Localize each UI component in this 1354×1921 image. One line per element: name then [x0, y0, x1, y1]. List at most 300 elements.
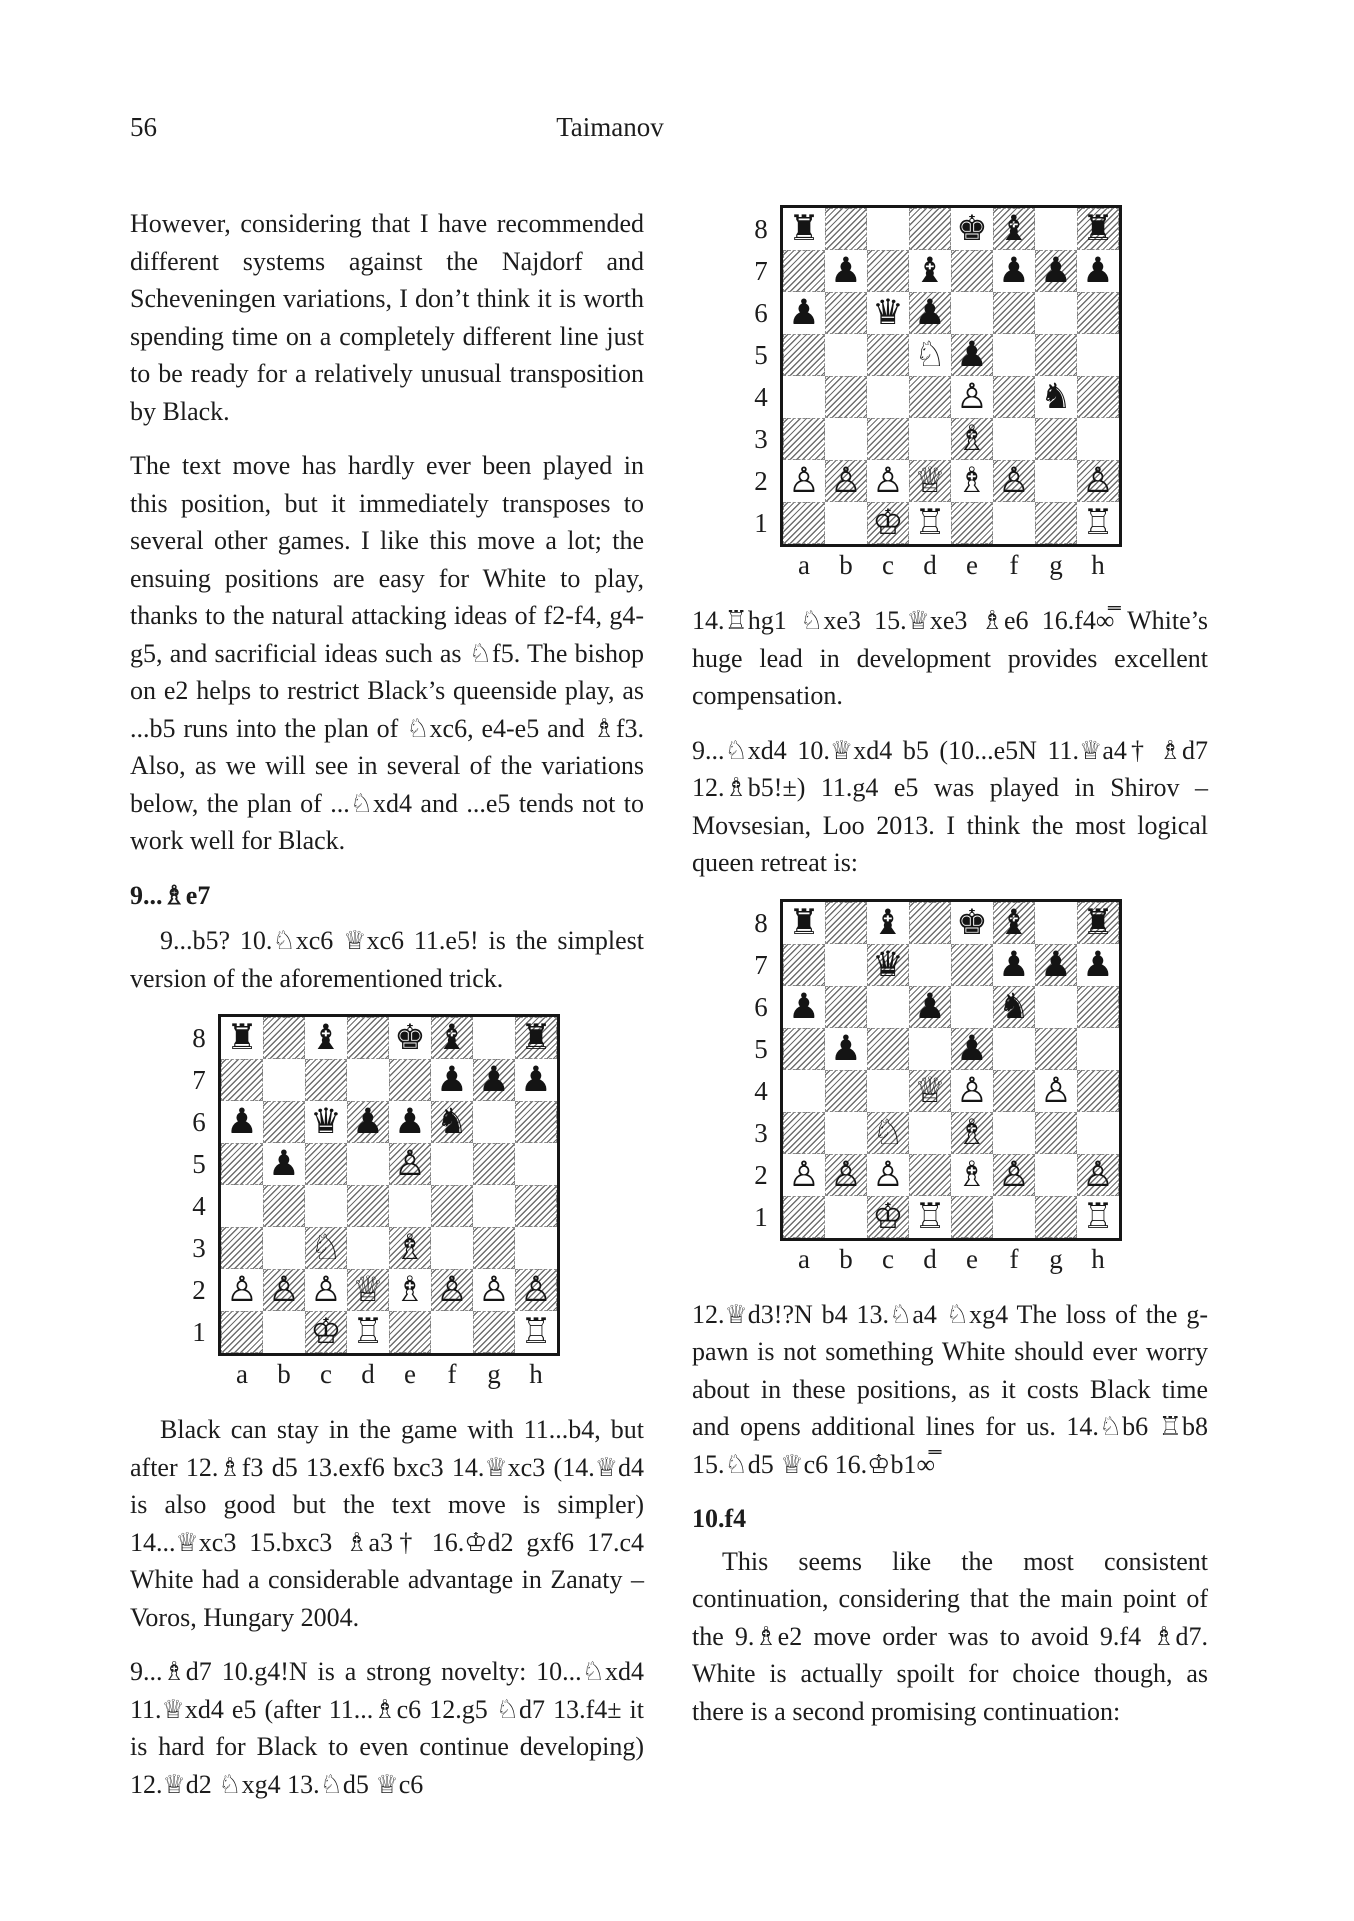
square-b6 — [825, 292, 867, 334]
square-d1 — [347, 1311, 389, 1353]
square-h6 — [1077, 986, 1119, 1028]
square-d8 — [909, 208, 951, 250]
square-d3 — [909, 1112, 951, 1154]
page-number: 56 — [130, 112, 157, 142]
square-g8 — [473, 1017, 515, 1059]
square-b2 — [825, 460, 867, 502]
square-f4 — [993, 376, 1035, 418]
rank-label-3: 3 — [754, 424, 768, 454]
square-e4 — [951, 1070, 993, 1112]
square-b6 — [825, 986, 867, 1028]
square-h8 — [1077, 902, 1119, 944]
rank-label-5: 5 — [754, 340, 768, 370]
black-rook-icon: ♜ — [226, 1018, 258, 1058]
file-label-g: g — [1049, 1243, 1063, 1274]
square-f4 — [993, 1070, 1035, 1112]
white-pawn-icon: ♙ — [394, 1144, 426, 1184]
square-c6 — [305, 1101, 347, 1143]
white-pawn-icon: ♙ — [956, 377, 988, 417]
square-g8 — [1035, 208, 1077, 250]
paragraph-text-move: The text move has hardly ever been played in this position, but it immediately transposes to several other games. I like this move a lot; the ensuing positions are easy for White to play, thanks to the natural attacking ideas of f2-f4, g4-g5, and sacrificial ideas such as ♘f5. The bishop on e2 helps to restrict Black’s queenside play, as ...b5 runs into the plan of ♘xc6, e4-e5 and ♗f3. Also, as we will see in several of the variations below, the plan of ...♘xd4 and ...e5 tends not to work well for Black. — [130, 451, 644, 855]
square-a2 — [783, 460, 825, 502]
running-head: Taimanov — [556, 112, 664, 142]
square-f7 — [431, 1059, 473, 1101]
square-a3 — [783, 1112, 825, 1154]
square-d7 — [347, 1059, 389, 1101]
square-a6 — [783, 292, 825, 334]
square-g1 — [473, 1311, 515, 1353]
black-knight-icon: ♞ — [1040, 377, 1072, 417]
square-f3 — [993, 1112, 1035, 1154]
square-a8 — [783, 902, 825, 944]
square-h2 — [515, 1269, 557, 1311]
white-rook-icon: ♖ — [1082, 1196, 1114, 1237]
square-b7 — [825, 250, 867, 292]
left-column — [130, 205, 644, 1820]
square-g7 — [1035, 944, 1077, 986]
file-label-a: a — [798, 1243, 810, 1274]
square-e2 — [389, 1269, 431, 1311]
black-bishop-icon: ♝ — [914, 251, 946, 291]
square-g5 — [1035, 334, 1077, 376]
file-label-f: f — [447, 1359, 457, 1389]
square-e5 — [389, 1143, 431, 1185]
square-e4 — [951, 376, 993, 418]
square-e3 — [951, 1112, 993, 1154]
square-h8 — [1077, 208, 1119, 250]
square-f1 — [993, 502, 1035, 544]
rank-label-4: 4 — [754, 1075, 768, 1106]
square-g3 — [473, 1227, 515, 1269]
square-c6 — [867, 292, 909, 334]
square-d4 — [909, 1070, 951, 1112]
black-pawn-icon: ♟ — [914, 986, 946, 1027]
rank-label-5: 5 — [754, 1033, 768, 1064]
file-label-a: a — [798, 550, 810, 580]
square-a3 — [783, 418, 825, 460]
square-c7 — [867, 250, 909, 292]
square-f3 — [431, 1227, 473, 1269]
rank-label-1: 1 — [754, 508, 768, 538]
square-b3 — [825, 418, 867, 460]
file-label-f: f — [1009, 550, 1019, 580]
square-b7 — [263, 1059, 305, 1101]
white-rook-icon: ♖ — [914, 503, 946, 543]
square-e8 — [389, 1017, 431, 1059]
square-h4 — [1077, 1070, 1119, 1112]
right-column — [692, 205, 1208, 1747]
white-king-icon: ♔ — [872, 1196, 904, 1237]
square-f3 — [993, 418, 1035, 460]
white-pawn-icon: ♙ — [788, 1154, 820, 1195]
square-e6 — [951, 986, 993, 1028]
black-pawn-icon: ♟ — [1082, 251, 1114, 291]
white-pawn-icon: ♙ — [998, 461, 1030, 501]
file-label-c: c — [882, 1243, 894, 1274]
file-label-h: h — [1091, 1243, 1105, 1274]
square-a3 — [221, 1227, 263, 1269]
black-king-icon: ♚ — [394, 1018, 426, 1058]
chess-board — [780, 205, 1122, 547]
white-pawn-icon: ♙ — [478, 1270, 510, 1310]
black-pawn-icon: ♟ — [914, 293, 946, 333]
square-b5 — [263, 1143, 305, 1185]
square-c4 — [867, 1070, 909, 1112]
square-b8 — [263, 1017, 305, 1059]
white-pawn-icon: ♙ — [872, 1154, 904, 1195]
rank-label-7: 7 — [192, 1065, 206, 1095]
square-a1 — [783, 502, 825, 544]
rank-label-3: 3 — [192, 1233, 206, 1263]
square-h2 — [1077, 1154, 1119, 1196]
black-pawn-icon: ♟ — [352, 1102, 384, 1142]
square-e5 — [951, 334, 993, 376]
square-a7 — [221, 1059, 263, 1101]
file-label-g: g — [487, 1359, 501, 1389]
square-h7 — [1077, 250, 1119, 292]
file-label-e: e — [966, 1243, 978, 1274]
square-c6 — [867, 986, 909, 1028]
white-queen-icon: ♕ — [914, 1070, 946, 1111]
square-h6 — [515, 1101, 557, 1143]
square-b8 — [825, 208, 867, 250]
square-c5 — [305, 1143, 347, 1185]
square-c2 — [867, 1154, 909, 1196]
square-a5 — [783, 334, 825, 376]
square-c3 — [305, 1227, 347, 1269]
black-pawn-icon: ♟ — [788, 293, 820, 333]
rank-label-1: 1 — [192, 1317, 206, 1347]
square-f1 — [431, 1311, 473, 1353]
square-g7 — [473, 1059, 515, 1101]
square-f1 — [993, 1196, 1035, 1238]
square-b1 — [825, 502, 867, 544]
square-g2 — [1035, 1154, 1077, 1196]
square-d5 — [347, 1143, 389, 1185]
rank-label-8: 8 — [754, 214, 768, 244]
black-pawn-icon: ♟ — [394, 1102, 426, 1142]
square-c3 — [867, 1112, 909, 1154]
black-pawn-icon: ♟ — [1040, 251, 1072, 291]
square-d3 — [909, 418, 951, 460]
square-f8 — [993, 902, 1035, 944]
file-labels — [221, 1359, 560, 1389]
file-label-d: d — [923, 550, 937, 580]
black-pawn-icon: ♟ — [956, 335, 988, 375]
square-d1 — [909, 502, 951, 544]
white-queen-icon: ♕ — [352, 1270, 384, 1310]
square-a1 — [221, 1311, 263, 1353]
square-g6 — [473, 1101, 515, 1143]
square-h5 — [1077, 334, 1119, 376]
square-d5 — [909, 1028, 951, 1070]
black-pawn-icon: ♟ — [998, 944, 1030, 985]
black-pawn-icon: ♟ — [1082, 944, 1114, 985]
rank-labels — [746, 899, 780, 1241]
square-d6 — [909, 986, 951, 1028]
white-pawn-icon: ♙ — [1082, 461, 1114, 501]
square-c8 — [867, 902, 909, 944]
white-pawn-icon: ♙ — [788, 461, 820, 501]
square-b5 — [825, 1028, 867, 1070]
square-h1 — [515, 1311, 557, 1353]
square-g1 — [1035, 502, 1077, 544]
square-a5 — [783, 1028, 825, 1070]
white-pawn-icon: ♙ — [310, 1270, 342, 1310]
square-h7 — [515, 1059, 557, 1101]
file-label-b: b — [277, 1359, 291, 1389]
black-bishop-icon: ♝ — [872, 902, 904, 943]
square-d2 — [909, 460, 951, 502]
black-pawn-icon: ♟ — [478, 1060, 510, 1100]
file-label-d: d — [923, 1243, 937, 1274]
rank-label-7: 7 — [754, 256, 768, 286]
square-b2 — [263, 1269, 305, 1311]
black-knight-icon: ♞ — [436, 1102, 468, 1142]
square-e1 — [951, 502, 993, 544]
file-label-h: h — [1091, 550, 1105, 580]
square-a7 — [783, 250, 825, 292]
square-h3 — [1077, 418, 1119, 460]
square-f4 — [431, 1185, 473, 1227]
file-label-b: b — [839, 550, 853, 580]
square-f2 — [993, 460, 1035, 502]
file-label-c: c — [882, 550, 894, 580]
black-pawn-icon: ♟ — [830, 251, 862, 291]
file-label-a: a — [236, 1359, 248, 1389]
black-queen-icon: ♛ — [310, 1102, 342, 1142]
white-pawn-icon: ♙ — [1040, 1070, 1072, 1111]
square-a1 — [783, 1196, 825, 1238]
black-queen-icon: ♛ — [872, 293, 904, 333]
square-g4 — [1035, 1070, 1077, 1112]
paragraph-12qd3: 12.♕d3!?N b4 13.♘a4 ♘xg4 The loss of the g-pawn is not something White should ever worry about in these positions, as it costs Black time and opens additional lines for us. 14.♘b6 ♖b8 15.♘d5 ♕c6 16.♔b1∞̿ — [692, 1299, 1208, 1479]
square-c1 — [305, 1311, 347, 1353]
white-knight-icon: ♘ — [914, 335, 946, 375]
paragraph-9nxd4: 9...♘xd4 10.♕xd4 b5 (10...e5N 11.♕a4† ♗d7 12.♗b5!±) 11.g4 e5 was played in Shirov – Movsesian, Loo 2013. I think the most logical queen retreat is: — [692, 735, 1208, 877]
black-rook-icon: ♜ — [788, 902, 820, 943]
square-a4 — [783, 1070, 825, 1112]
paragraph-9bd7: 9...♗d7 10.g4!N is a strong novelty: 10...♘xd4 11.♕xd4 e5 (after 11...♗c6 12.g5 ♘d7 13.f4± it is hard for Black to even continue developing) 12.♕d2 ♘xg4 13.♘d5 ♕c6 — [130, 1657, 644, 1799]
square-f2 — [431, 1269, 473, 1311]
white-pawn-icon: ♙ — [1082, 1154, 1114, 1195]
rank-label-2: 2 — [192, 1275, 206, 1305]
square-b4 — [825, 1070, 867, 1112]
square-a2 — [221, 1269, 263, 1311]
square-c5 — [867, 1028, 909, 1070]
square-d5 — [909, 334, 951, 376]
square-f6 — [993, 986, 1035, 1028]
square-c4 — [867, 376, 909, 418]
black-pawn-icon: ♟ — [520, 1060, 552, 1100]
black-pawn-icon: ♟ — [268, 1144, 300, 1184]
square-e2 — [951, 1154, 993, 1196]
white-rook-icon: ♖ — [914, 1196, 946, 1237]
file-label-e: e — [966, 550, 978, 580]
black-bishop-icon: ♝ — [436, 1018, 468, 1058]
square-d3 — [347, 1227, 389, 1269]
square-h8 — [515, 1017, 557, 1059]
white-pawn-icon: ♙ — [956, 1070, 988, 1111]
square-c7 — [305, 1059, 347, 1101]
rank-label-7: 7 — [754, 949, 768, 980]
white-bishop-icon: ♗ — [956, 419, 988, 459]
square-h5 — [1077, 1028, 1119, 1070]
file-label-g: g — [1049, 550, 1063, 580]
square-g1 — [1035, 1196, 1077, 1238]
black-rook-icon: ♜ — [788, 209, 820, 249]
square-e5 — [951, 1028, 993, 1070]
move-heading-9be7: 9...♗e7 — [130, 880, 211, 910]
square-h1 — [1077, 1196, 1119, 1238]
square-b4 — [263, 1185, 305, 1227]
move-heading-10f4: 10.f4 — [692, 1504, 747, 1533]
file-label-c: c — [320, 1359, 332, 1389]
square-b7 — [825, 944, 867, 986]
black-rook-icon: ♜ — [520, 1018, 552, 1058]
square-a4 — [221, 1185, 263, 1227]
white-king-icon: ♔ — [310, 1312, 342, 1352]
white-rook-icon: ♖ — [352, 1312, 384, 1352]
square-b6 — [263, 1101, 305, 1143]
black-bishop-icon: ♝ — [998, 209, 1030, 249]
square-e6 — [389, 1101, 431, 1143]
square-d7 — [909, 944, 951, 986]
square-c7 — [867, 944, 909, 986]
square-f5 — [431, 1143, 473, 1185]
square-c5 — [867, 334, 909, 376]
square-b3 — [263, 1227, 305, 1269]
black-pawn-icon: ♟ — [788, 986, 820, 1027]
square-h1 — [1077, 502, 1119, 544]
square-d8 — [909, 902, 951, 944]
square-b4 — [825, 376, 867, 418]
square-d6 — [909, 292, 951, 334]
white-bishop-icon: ♗ — [394, 1270, 426, 1310]
black-king-icon: ♚ — [956, 902, 988, 943]
file-label-e: e — [404, 1359, 416, 1389]
black-pawn-icon: ♟ — [436, 1060, 468, 1100]
square-b3 — [825, 1112, 867, 1154]
white-knight-icon: ♘ — [872, 1112, 904, 1153]
black-bishop-icon: ♝ — [310, 1018, 342, 1058]
square-e3 — [389, 1227, 431, 1269]
rank-labels — [184, 1014, 218, 1356]
square-a5 — [221, 1143, 263, 1185]
square-f5 — [993, 1028, 1035, 1070]
square-a4 — [783, 376, 825, 418]
square-e7 — [951, 250, 993, 292]
white-bishop-icon: ♗ — [956, 461, 988, 501]
square-f8 — [431, 1017, 473, 1059]
square-b1 — [263, 1311, 305, 1353]
file-labels — [783, 1244, 1122, 1274]
white-pawn-icon: ♙ — [268, 1270, 300, 1310]
square-g6 — [1035, 292, 1077, 334]
square-c2 — [305, 1269, 347, 1311]
square-h4 — [1077, 376, 1119, 418]
square-g3 — [1035, 1112, 1077, 1154]
rank-label-2: 2 — [754, 466, 768, 496]
rank-label-6: 6 — [754, 298, 768, 328]
white-pawn-icon: ♙ — [872, 461, 904, 501]
square-c8 — [305, 1017, 347, 1059]
black-pawn-icon: ♟ — [956, 1028, 988, 1069]
square-d2 — [909, 1154, 951, 1196]
rank-label-2: 2 — [754, 1159, 768, 1190]
file-label-b: b — [839, 1243, 853, 1274]
file-label-h: h — [529, 1359, 543, 1389]
square-g8 — [1035, 902, 1077, 944]
rank-label-4: 4 — [192, 1191, 206, 1221]
square-h4 — [515, 1185, 557, 1227]
square-e8 — [951, 902, 993, 944]
white-bishop-icon: ♗ — [956, 1154, 988, 1195]
square-f5 — [993, 334, 1035, 376]
white-bishop-icon: ♗ — [956, 1112, 988, 1153]
square-g4 — [473, 1185, 515, 1227]
rank-label-8: 8 — [192, 1023, 206, 1053]
square-c3 — [867, 418, 909, 460]
white-rook-icon: ♖ — [1082, 503, 1114, 543]
square-f2 — [993, 1154, 1035, 1196]
black-queen-icon: ♛ — [872, 944, 904, 985]
square-e3 — [951, 418, 993, 460]
black-knight-icon: ♞ — [998, 986, 1030, 1027]
white-bishop-icon: ♗ — [394, 1228, 426, 1268]
square-f7 — [993, 944, 1035, 986]
white-queen-icon: ♕ — [914, 461, 946, 501]
square-f6 — [993, 292, 1035, 334]
black-pawn-icon: ♟ — [1040, 944, 1072, 985]
square-c8 — [867, 208, 909, 250]
square-a6 — [783, 986, 825, 1028]
paragraph-9b5: 9...b5? 10.♘xc6 ♕xc6 11.e5! is the simplest version of the aforementioned trick. — [130, 926, 644, 993]
square-e1 — [951, 1196, 993, 1238]
file-labels — [783, 550, 1122, 580]
black-rook-icon: ♜ — [1082, 209, 1114, 249]
square-g4 — [1035, 376, 1077, 418]
square-f7 — [993, 250, 1035, 292]
chess-diagram-3 — [746, 899, 1122, 1274]
square-g2 — [473, 1269, 515, 1311]
square-e6 — [951, 292, 993, 334]
square-h5 — [515, 1143, 557, 1185]
square-c4 — [305, 1185, 347, 1227]
square-e7 — [951, 944, 993, 986]
black-pawn-icon: ♟ — [998, 251, 1030, 291]
square-e2 — [951, 460, 993, 502]
square-d2 — [347, 1269, 389, 1311]
paragraph-14rhg1: 14.♖hg1 ♘xe3 15.♕xe3 ♗e6 16.f4∞̿ White’s huge lead in development provides excellent compensation. — [692, 606, 1208, 710]
square-d4 — [347, 1185, 389, 1227]
square-f6 — [431, 1101, 473, 1143]
square-e1 — [389, 1311, 431, 1353]
white-rook-icon: ♖ — [520, 1312, 552, 1352]
square-e8 — [951, 208, 993, 250]
rank-label-6: 6 — [754, 991, 768, 1022]
white-pawn-icon: ♙ — [998, 1154, 1030, 1195]
paragraph-this-seems: This seems like the most consistent continuation, considering that the main point of the 9.♗e2 move order was to avoid 9.f4 ♗d7. White is actually spoilt for choice though, as there is a second promising continuation: — [692, 1546, 1208, 1726]
paragraph-black-can-stay: Black can stay in the game with 11...b4, but after 12.♗f3 d5 13.exf6 bxc3 14.♕xc3 (14.♕d4 is also good but the text move is simpler) 14...♕xc3 15.bxc3 ♗a3† 16.♔d2 gxf6 17.c4 White had a considerable advantage in Zanaty – Voros, Hungary 2004. — [130, 1415, 644, 1632]
square-h3 — [1077, 1112, 1119, 1154]
chess-board — [780, 899, 1122, 1241]
rank-label-8: 8 — [754, 907, 768, 938]
square-h7 — [1077, 944, 1119, 986]
square-e7 — [389, 1059, 431, 1101]
square-g6 — [1035, 986, 1077, 1028]
black-pawn-icon: ♟ — [830, 1028, 862, 1069]
